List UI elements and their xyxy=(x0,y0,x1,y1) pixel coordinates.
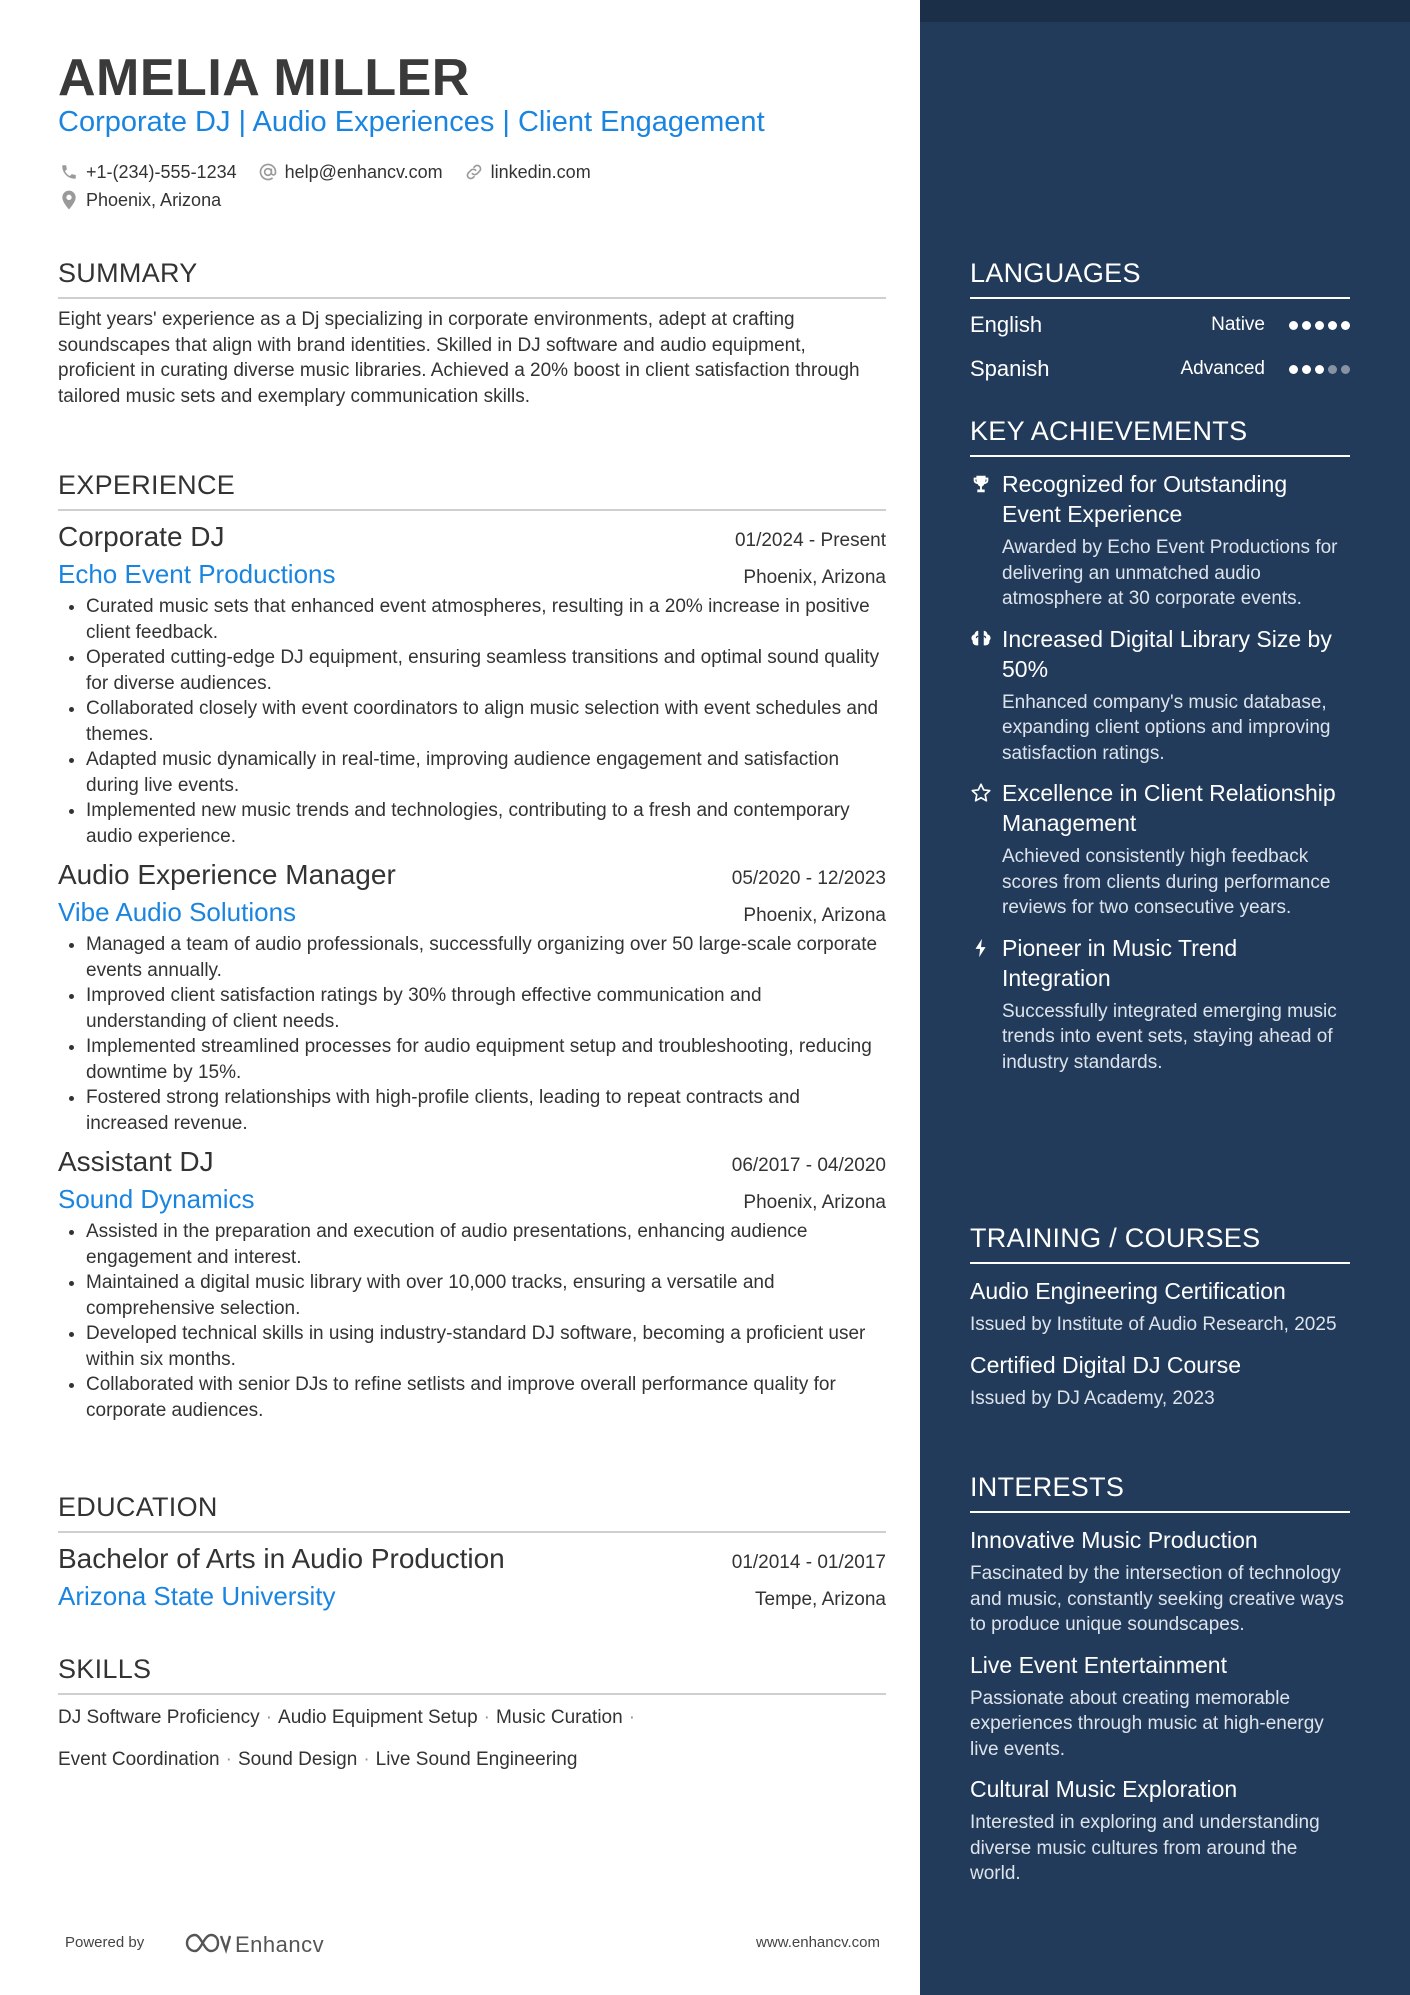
achievement-title: Pioneer in Music Trend Integration xyxy=(1002,934,1238,991)
skills-title: SKILLS xyxy=(58,1654,886,1695)
language-level: Native xyxy=(1211,314,1265,335)
education-date: 01/2014 - 01/2017 xyxy=(731,1552,886,1573)
link-icon xyxy=(463,161,485,183)
interest-title: Innovative Music Production xyxy=(970,1527,1258,1553)
enhancv-brand-text: Enhancv xyxy=(235,1932,325,1957)
education-location: Tempe, Arizona xyxy=(755,1589,886,1610)
phone-icon xyxy=(58,161,80,183)
experience-title: EXPERIENCE xyxy=(58,470,886,511)
interest-desc: Interested in exploring and understanding diverse music cultures from around the world. xyxy=(970,1812,1320,1884)
footer xyxy=(65,1930,880,1960)
skills-section xyxy=(58,1654,886,1781)
job-entry xyxy=(58,1146,886,1423)
enhancv-logo[interactable] xyxy=(183,1930,324,1960)
training-item xyxy=(970,1350,1350,1412)
achievements-section xyxy=(970,416,1350,1075)
training-item-title: Certified Digital DJ Course xyxy=(970,1351,1241,1378)
experience-section xyxy=(58,470,886,1423)
skill-item: Music Curation xyxy=(495,1707,623,1728)
job-bullet: • Fostered strong relationships with high-profile clients, leading to repeat contracts and increased revenue. xyxy=(86,1085,886,1136)
achievement-desc: Awarded by Echo Event Productions for delivering an unmatched audio atmosphere at 30 corporate events. xyxy=(1002,537,1338,609)
job-location: Phoenix, Arizona xyxy=(743,905,886,926)
job-bullet: • Maintained a digital music library with over 10,000 tracks, ensuring a versatile and comprehensive selection. xyxy=(86,1270,886,1321)
language-row xyxy=(970,347,1350,391)
job-bullet: • Managed a team of audio professionals, successfully organizing over 50 large-scale corporate events annually. xyxy=(86,932,886,983)
summary-text: Eight years' experience as a Dj specializing in corporate environments, adept at crafting soundscapes that align with brand identities. Skilled in DJ software and audio equipment, proficient in curating diverse music libraries. Achieved a 20% boost in client satisfaction through tailored music sets and exemplary communication skills. xyxy=(58,309,860,407)
job-bullets xyxy=(58,932,886,1136)
site-link[interactable]: www.enhancv.com xyxy=(756,1934,880,1951)
language-rating xyxy=(1289,321,1350,330)
training-section xyxy=(970,1223,1350,1411)
language-name: Spanish xyxy=(970,356,1050,381)
sidebar xyxy=(920,0,1410,1995)
language-row xyxy=(970,303,1350,347)
enhancv-logo-icon xyxy=(183,1930,231,1960)
contact-info xyxy=(58,158,611,214)
phone-text: +1-(234)-555-1234 xyxy=(86,161,237,182)
linkedin-text[interactable]: linkedin.com xyxy=(490,161,591,182)
email-text[interactable]: help@enhancv.com xyxy=(284,161,443,182)
school-name: Arizona State University xyxy=(58,1581,336,1611)
interest-item xyxy=(970,1774,1350,1887)
job-entry xyxy=(58,521,886,849)
job-bullet: • Operated cutting-edge DJ equipment, ensuring seamless transitions and optimal sound quality for diverse audiences. xyxy=(86,645,886,696)
training-item-title: Audio Engineering Certification xyxy=(970,1278,1286,1304)
headline: Corporate DJ | Audio Experiences | Client Engagement xyxy=(58,106,765,138)
achievement-desc: Achieved consistently high feedback scores from clients during performance reviews for two consecutive years. xyxy=(1002,846,1331,918)
language-level: Advanced xyxy=(1180,358,1265,379)
at-icon xyxy=(257,161,279,183)
interest-desc: Fascinated by the intersection of technology and music, constantly seeking creative ways to produce unique soundscapes. xyxy=(970,1563,1344,1635)
achievements-title: KEY ACHIEVEMENTS xyxy=(970,416,1350,457)
interests-section xyxy=(970,1472,1350,1887)
job-bullets xyxy=(58,1219,886,1423)
education-section xyxy=(58,1492,886,1612)
interest-title: Cultural Music Exploration xyxy=(970,1776,1238,1802)
sidebar-top-band xyxy=(920,0,1410,22)
education-title: EDUCATION xyxy=(58,1492,886,1533)
languages-title: LANGUAGES xyxy=(970,258,1350,299)
job-location: Phoenix, Arizona xyxy=(743,567,886,588)
training-item xyxy=(970,1276,1350,1338)
achievement-title: Excellence in Client Relationship Management xyxy=(1002,780,1336,836)
interest-item xyxy=(970,1525,1350,1638)
skill-item: Audio Equipment Setup xyxy=(278,1707,478,1728)
job-bullet: • Implemented new music trends and technologies, contributing to a fresh and contemporary audio experience. xyxy=(86,798,886,849)
job-bullet: • Adapted music dynamically in real-time, improving audience engagement and satisfaction during live events. xyxy=(86,747,886,798)
achievement-title: Increased Digital Library Size by 50% xyxy=(1002,625,1332,682)
skill-item: DJ Software Proficiency xyxy=(58,1707,260,1728)
interests-title: INTERESTS xyxy=(970,1472,1350,1513)
summary-section xyxy=(58,258,886,409)
degree: Bachelor of Arts in Audio Production xyxy=(58,1543,505,1574)
powered-by-text: Powered by xyxy=(65,1934,145,1951)
training-item-desc: Issued by DJ Academy, 2023 xyxy=(970,1387,1215,1409)
interest-title: Live Event Entertainment xyxy=(970,1651,1227,1678)
location-pin-icon xyxy=(58,189,80,211)
contact-location xyxy=(58,189,221,211)
star-icon xyxy=(970,778,1002,921)
training-item-desc: Issued by Institute of Audio Research, 2025 xyxy=(970,1314,1337,1335)
company-name: Vibe Audio Solutions xyxy=(58,897,297,927)
contact-linkedin[interactable] xyxy=(463,161,591,183)
achievement-title: Recognized for Outstanding Event Experience xyxy=(1002,471,1288,527)
company-name: Echo Event Productions xyxy=(58,559,336,589)
trophy-icon xyxy=(970,469,1002,612)
achievement-desc: Successfully integrated emerging music trends into event sets, staying ahead of industry standards. xyxy=(1002,1000,1337,1073)
job-bullets xyxy=(58,594,886,849)
bolt-icon xyxy=(970,933,1002,1076)
interest-desc: Passionate about creating memorable experiences through music at high-energy live events. xyxy=(970,1687,1324,1760)
skill-item: Sound Design xyxy=(237,1749,358,1770)
job-title: Audio Experience Manager xyxy=(58,859,396,890)
job-entry xyxy=(58,859,886,1136)
skills-list: DJ Software Proficiency · Audio Equipment Setup · Music Curation · Event Coordination · Sound Design · Live Sound Engineering xyxy=(58,1707,636,1770)
education-entry xyxy=(58,1543,886,1612)
achievement-desc: Enhanced company's music database, expanding client options and improving satisfaction ratings. xyxy=(1002,691,1331,764)
training-title: TRAINING / COURSES xyxy=(970,1223,1350,1264)
achievement-item xyxy=(970,933,1350,1076)
job-bullet: • Improved client satisfaction ratings by 30% through effective communication and understanding of client needs. xyxy=(86,983,886,1034)
contact-phone xyxy=(58,161,237,183)
languages-section xyxy=(970,258,1350,391)
company-name: Sound Dynamics xyxy=(58,1184,255,1214)
job-bullet: • Collaborated closely with event coordinators to align music selection with event schedules and themes. xyxy=(86,696,886,747)
job-bullet: • Developed technical skills in using industry-standard DJ software, becoming a proficient user within six months. xyxy=(86,1321,886,1372)
achievement-item xyxy=(970,778,1350,921)
language-name: English xyxy=(970,312,1043,337)
job-bullet: • Implemented streamlined processes for audio equipment setup and troubleshooting, reducing downtime by 15%. xyxy=(86,1034,886,1085)
job-title: Corporate DJ xyxy=(58,521,225,552)
job-bullet: • Collaborated with senior DJs to refine setlists and improve overall performance quality for corporate audiences. xyxy=(86,1372,886,1423)
candidate-name: AMELIA MILLER xyxy=(58,49,470,107)
job-bullet: • Curated music sets that enhanced event atmospheres, resulting in a 20% increase in positive client feedback. xyxy=(86,594,886,645)
skill-item: Live Sound Engineering xyxy=(375,1749,578,1770)
job-date: 01/2024 - Present xyxy=(734,530,886,551)
brain-icon xyxy=(970,624,1002,767)
interest-item xyxy=(970,1650,1350,1763)
job-date: 05/2020 - 12/2023 xyxy=(731,868,886,889)
language-rating xyxy=(1289,365,1350,374)
job-date: 06/2017 - 04/2020 xyxy=(731,1155,886,1176)
job-bullet: • Assisted in the preparation and execution of audio presentations, enhancing audience engagement and interest. xyxy=(86,1219,886,1270)
achievement-item xyxy=(970,624,1350,767)
achievement-item xyxy=(970,469,1350,612)
contact-email[interactable] xyxy=(257,161,443,183)
job-location: Phoenix, Arizona xyxy=(743,1192,886,1213)
summary-title: SUMMARY xyxy=(58,258,886,299)
location-text: Phoenix, Arizona xyxy=(86,189,222,210)
skill-item: Event Coordination xyxy=(58,1749,220,1770)
job-title: Assistant DJ xyxy=(58,1146,214,1177)
